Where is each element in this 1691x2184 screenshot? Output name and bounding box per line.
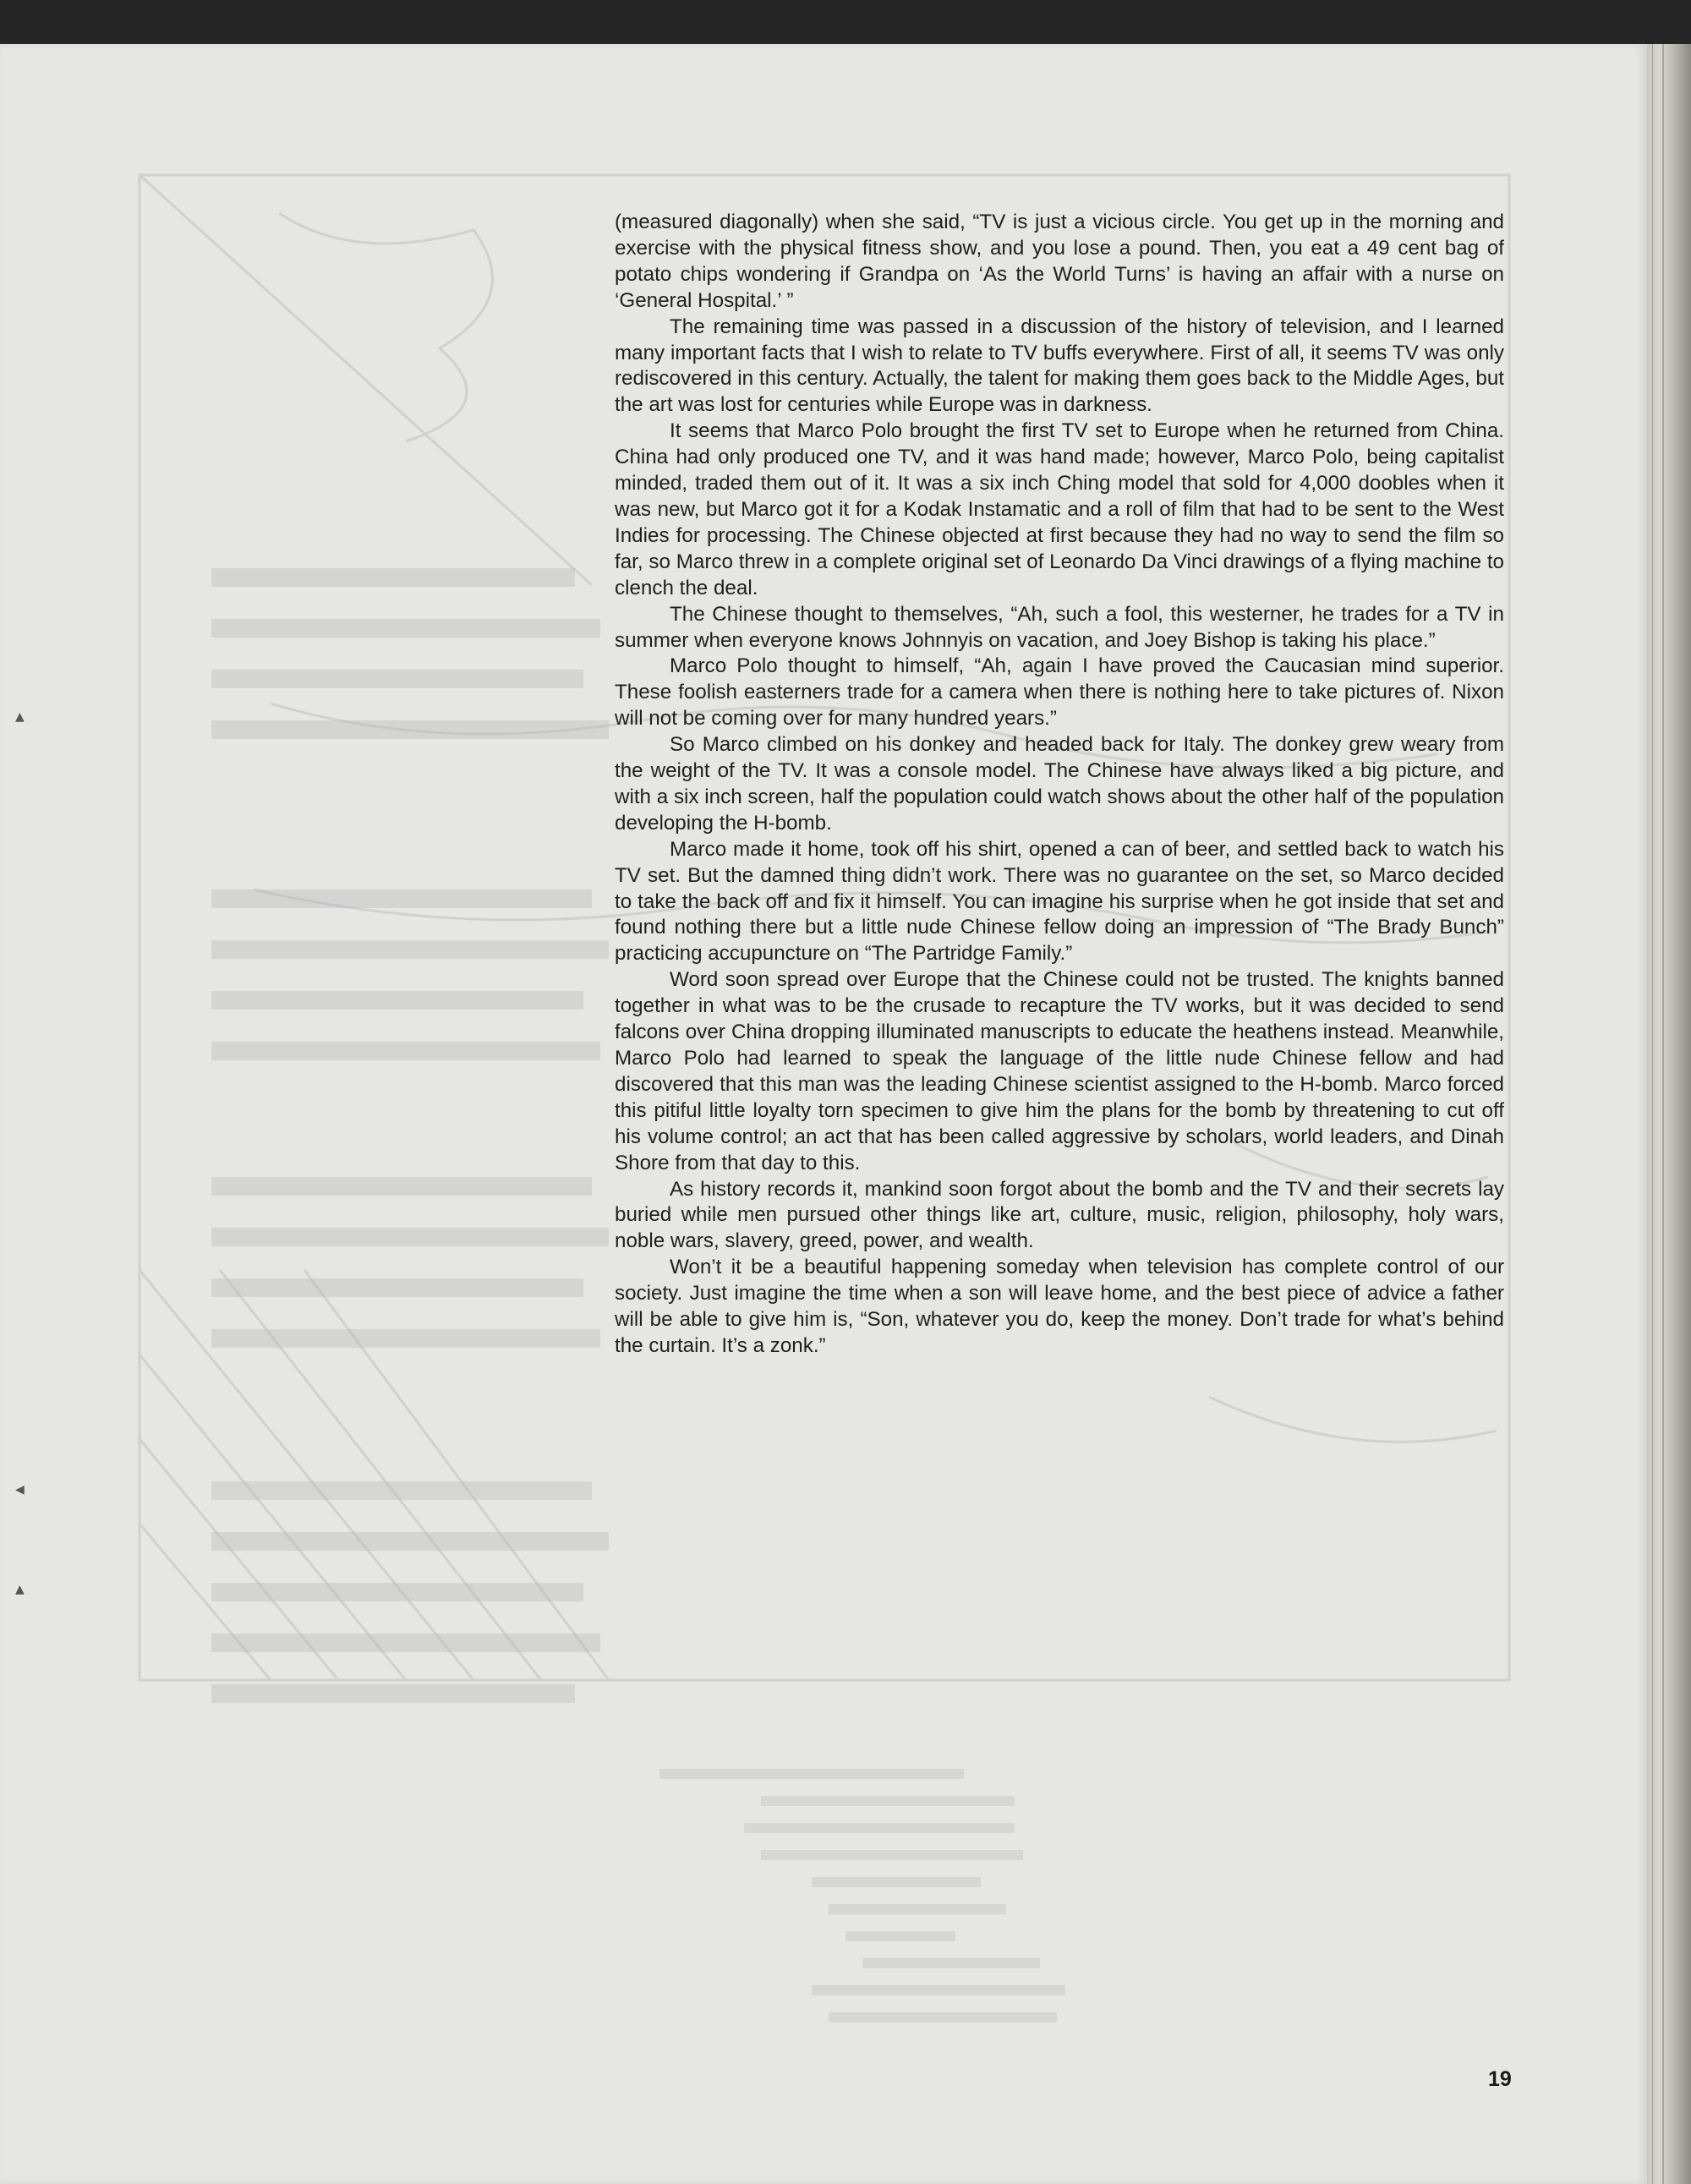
paragraph: Marco Polo thought to himself, “Ah, again I have proved the Caucasian mind superior. These foolish easterners trade for a camera when there is nothing here to take pictures of. Nixon will not be coming over for many hundred years.” [615, 654, 1504, 731]
book-page [0, 44, 1647, 2184]
book-page-edge [1647, 44, 1691, 2184]
paragraph: (measured diagonally) when she said, “TV is just a vicious circle. You get up in the morning and exercise with the physical fitness show, and you lose a pound. Then, you eat a 49 cent bag of potato chips wondering if Grandpa on ‘As the World Turns’ is having an affair with a nurse on ‘General Hospital.’ ” [615, 211, 1504, 312]
margin-tick-mark: ◀ [15, 1483, 25, 1497]
paragraph: So Marco climbed on his donkey and headed back for Italy. The donkey grew weary from the weight of the TV. It was a console model. The Chinese have always liked a big picture, and with a six inch screen, half the population could watch shows about the other half of the population developing the H-bomb. [615, 733, 1504, 835]
margin-tick-mark: ▲ [15, 710, 25, 724]
paragraph: The remaining time was passed in a discussion of the history of television, and I learned many important facts that I wish to relate to TV buffs everywhere. First of all, it seems TV was only rediscovered in this century. Actually, the talent for making them goes back to the Middle Ages, but the art was lost for centuries while Europe was in darkness. [615, 315, 1504, 417]
paragraph: Won’t it be a beautiful happening someday when television has complete control of our society. Just imagine the time when a son will leave home, and the best piece of advice a father will be able to give him is, “Son, whatever you do, keep the money. Don’t trade for what’s behind the curtain. It’s a zonk.” [615, 1256, 1504, 1357]
margin-tick-mark: ▲ [15, 1583, 25, 1596]
paragraph: It seems that Marco Polo brought the first TV set to Europe when he returned from China. China had only produced one TV, and it was hand made; however, Marco Polo, being capitalist minded, traded them out of it. It was a six inch Ching model that sold for 4,000 doobles when it was new, but Marco got it for a Kodak Instamatic and a roll of film that had to be sent to the West Indies for processing. The Chinese objected at first because they had no way to send the film so far, so Marco threw in a complete original set of Leonardo Da Vinci drawings of a flying machine to clench the deal. [615, 419, 1504, 599]
article-text [615, 210, 1504, 1360]
page-number: 19 [1488, 2067, 1512, 2091]
paragraph: The Chinese thought to themselves, “Ah, such a fool, this westerner, he trades for a TV in summer when everyone knows Johnnyis on vacation, and Joey Bishop is taking his place.” [615, 602, 1504, 652]
paragraph: Word soon spread over Europe that the Chinese could not be trusted. The knights banned together in what was to be the crusade to recapture the TV works, but it was decided to send falcons over China dropping illuminated manuscripts to educate the heathens instead. Meanwhile, Marco Polo had learned to speak the language of the little nude Chinese fellow and had discovered that this man was the leading Chinese scientist assigned to the H-bomb. Marco forced this pitiful little loyalty torn specimen to give him the plans for the bomb by threatening to cut off his volume control; an act that has been called aggressive by scholars, world leaders, and Dinah Shore from that day to this. [615, 968, 1504, 1174]
paragraph: As history records it, mankind soon forgot about the bomb and the TV and their secrets lay buried while men pursued other things like art, culture, music, religion, philosophy, holy wars, noble wars, slavery, greed, power, and wealth. [615, 1177, 1504, 1253]
paragraph: Marco made it home, took off his shirt, opened a can of beer, and settled back to watch his TV set. But the damned thing didn’t work. There was no guarantee on the set, so Marco decided to take the back off and fix it himself. You can imagine his surprise when he got inside that set and found nothing there but a little nude Chinese fellow doing an impression of “The Brady Bunch” practicing accupuncture on “The Partridge Family.” [615, 837, 1504, 966]
